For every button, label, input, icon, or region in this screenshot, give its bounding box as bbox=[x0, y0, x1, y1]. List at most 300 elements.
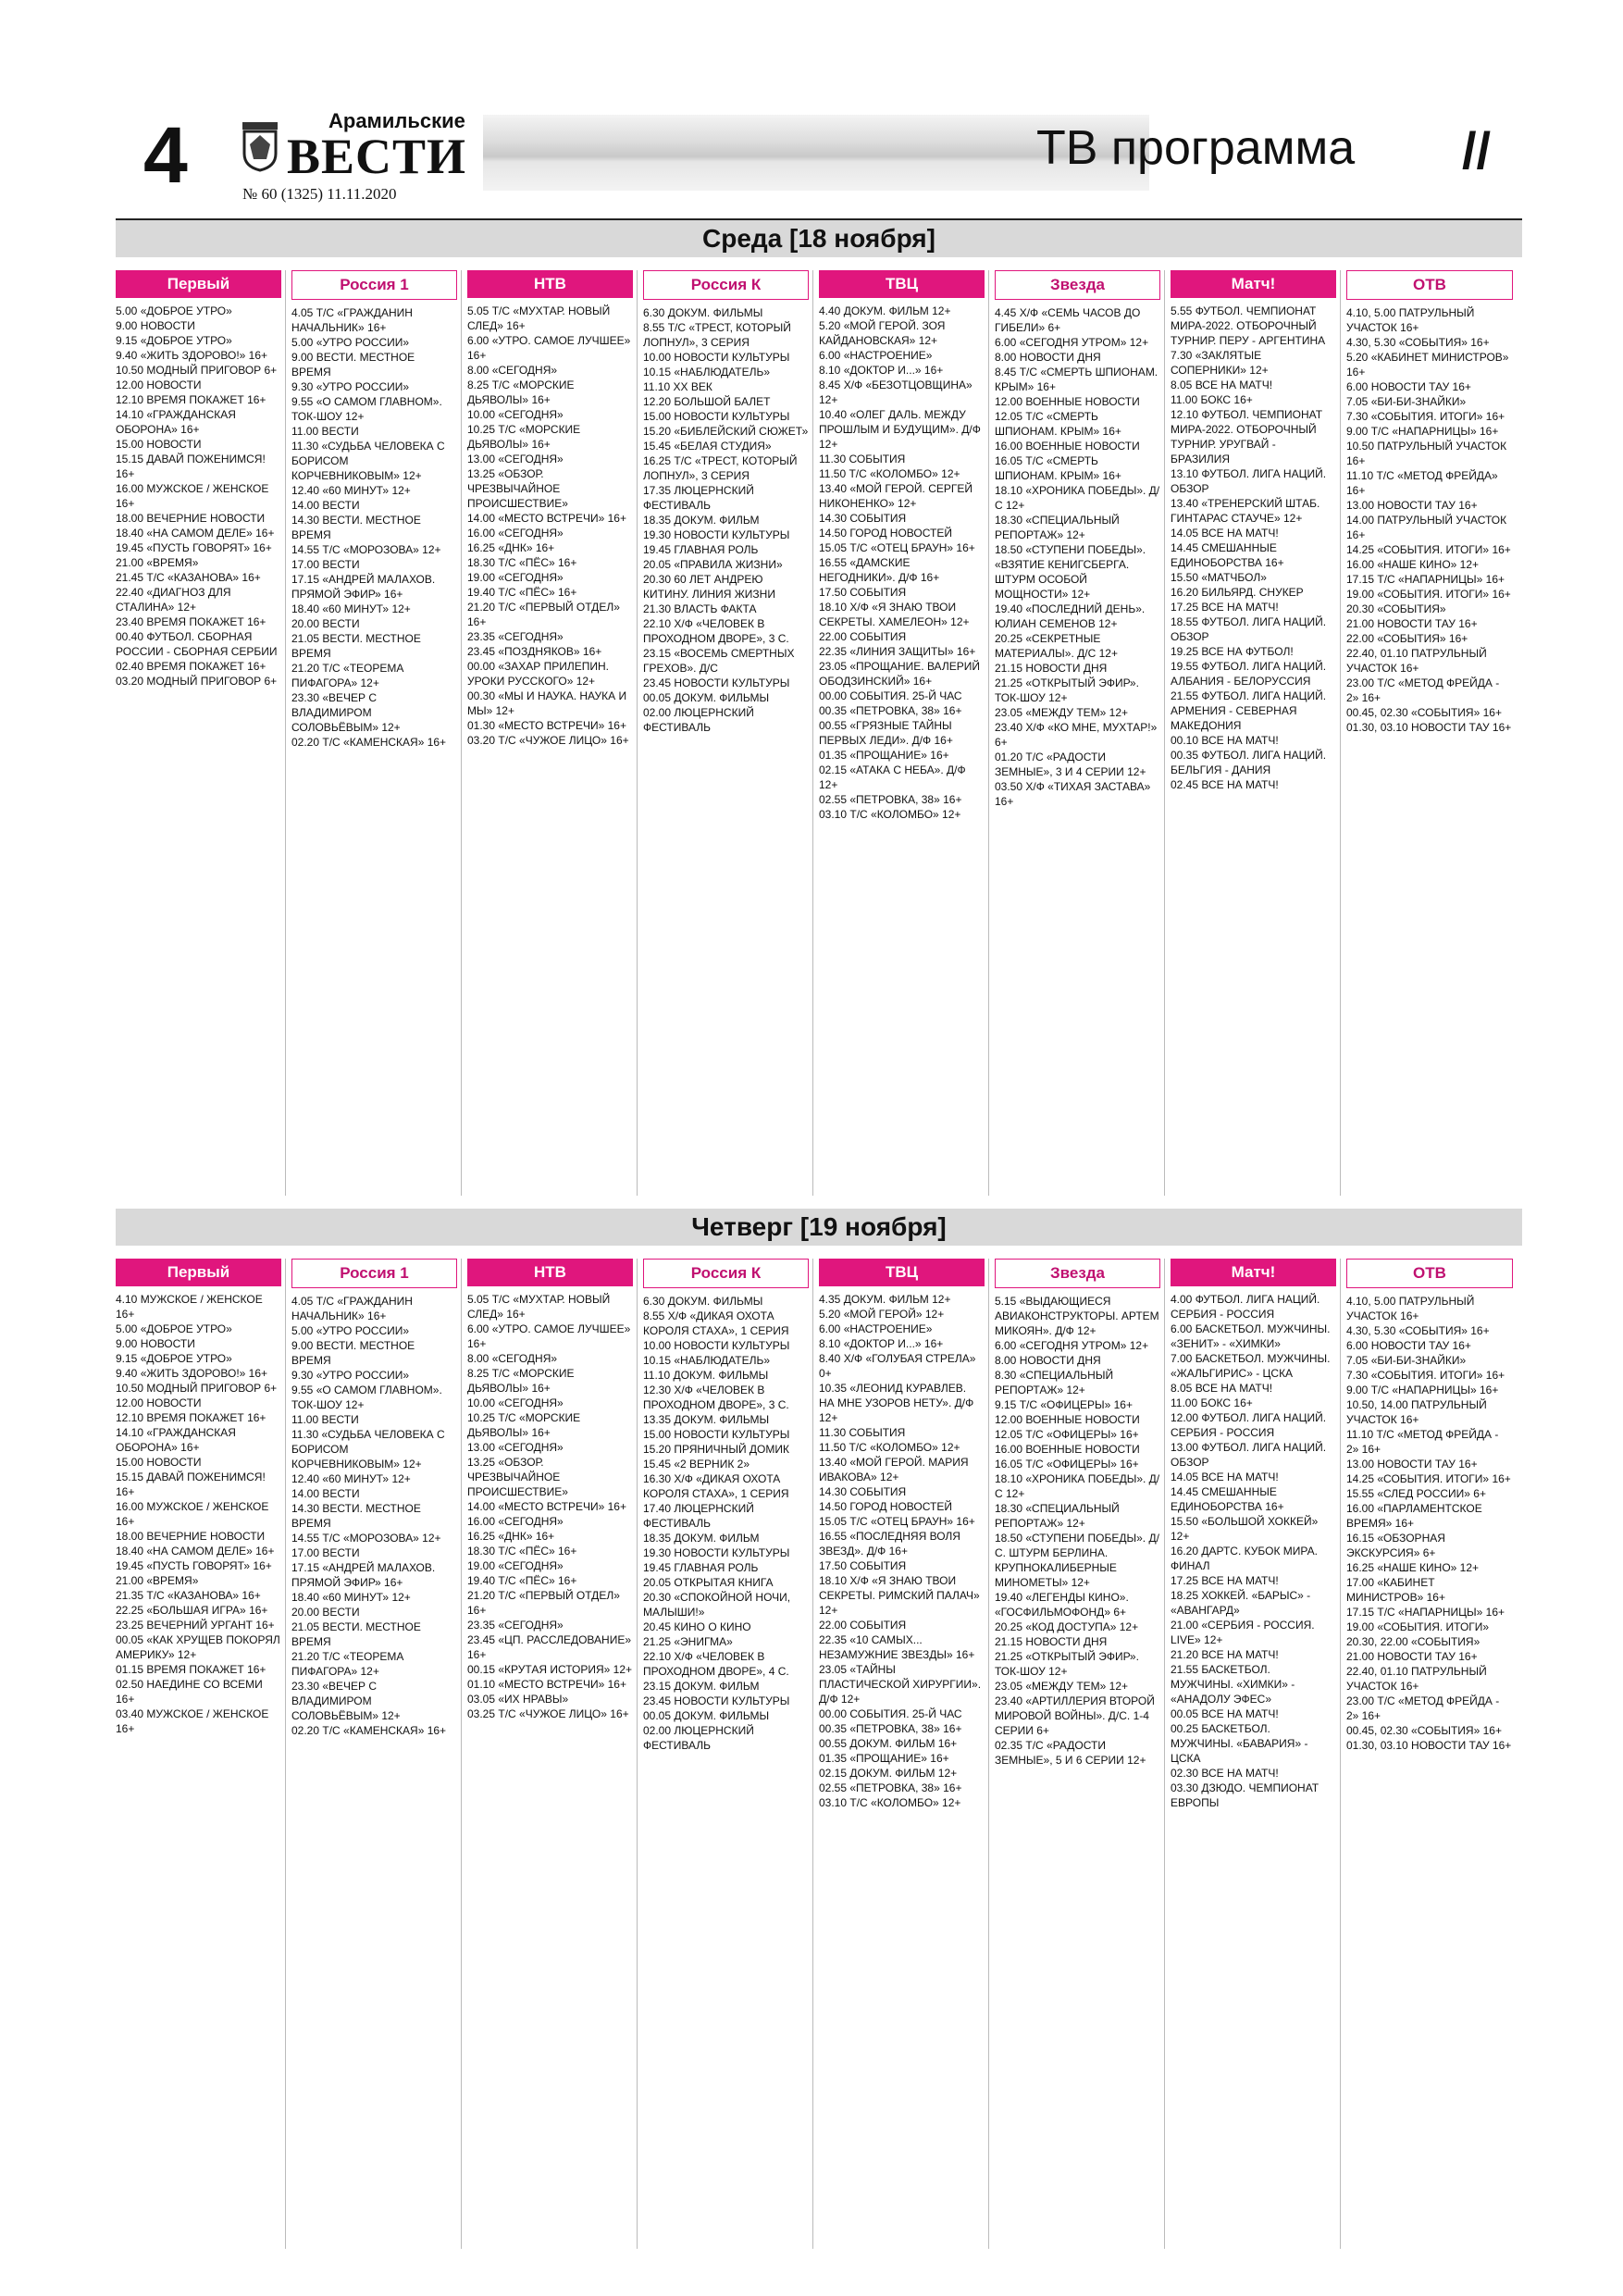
channel-logo: Россия К bbox=[643, 270, 809, 300]
program-item: 9.30 «УТРО РОССИИ» bbox=[291, 1369, 410, 1382]
program-item: 12.10 ВРЕМЯ ПОКАЖЕТ 16+ bbox=[116, 393, 266, 406]
program-item: 00.45, 02.30 «СОБЫТИЯ» 16+ bbox=[1346, 706, 1502, 719]
program-item: 19.40 «ПОСЛЕДНИЙ ДЕНЬ». ЮЛИАН СЕМЕНОВ 12+ bbox=[995, 602, 1146, 630]
program-item: 02.45 ВСЕ НА МАТЧ! bbox=[1171, 778, 1279, 791]
program-item: 14.05 ВСЕ НА МАТЧ! bbox=[1171, 527, 1279, 540]
program-item: 23.40 ВРЕМЯ ПОКАЖЕТ 16+ bbox=[116, 615, 266, 628]
program-item: 13.35 ДОКУМ. ФИЛЬМЫ bbox=[643, 1413, 770, 1426]
program-item: 11.30 СОБЫТИЯ bbox=[819, 453, 906, 465]
program-item: 15.20 ПРЯНИЧНЫЙ ДОМИК bbox=[643, 1443, 790, 1456]
program-item: 8.30 «СПЕЦИАЛЬНЫЙ РЕПОРТАЖ» 12+ bbox=[995, 1369, 1114, 1396]
program-item: 10.15 «НАБЛЮДАТЕЛЬ» bbox=[643, 366, 771, 379]
program-item: 9.00 ВЕСТИ. МЕСТНОЕ ВРЕМЯ bbox=[291, 1339, 415, 1367]
program-item: 4.40 ДОКУМ. ФИЛЬМ 12+ bbox=[819, 304, 951, 317]
program-item: 11.30 СОБЫТИЯ bbox=[819, 1426, 906, 1439]
program-item: 02.00 ЛЮЦЕРНСКИЙ ФЕСТИВАЛЬ bbox=[643, 706, 754, 734]
program-item: 10.00 НОВОСТИ КУЛЬТУРЫ bbox=[643, 351, 790, 364]
program-item: 14.30 ВЕСТИ. МЕСТНОЕ ВРЕМЯ bbox=[291, 1502, 421, 1530]
program-item: 00.05 «КАК ХРУЩЕВ ПОКОРЯЛ АМЕРИКУ» 12+ bbox=[116, 1633, 280, 1661]
day-header-thursday: Четверг [19 ноября] bbox=[116, 1209, 1522, 1246]
channel-column bbox=[467, 1259, 638, 2249]
program-item: 02.20 Т/С «КАМЕНСКАЯ» 16+ bbox=[291, 736, 447, 749]
program-item: 14.30 ВЕСТИ. МЕСТНОЕ ВРЕМЯ bbox=[291, 514, 421, 541]
program-item: 15.00 НОВОСТИ bbox=[116, 438, 202, 451]
program-item: 10.50 МОДНЫЙ ПРИГОВОР 6+ bbox=[116, 364, 278, 377]
program-item: 13.00 НОВОСТИ ТАУ 16+ bbox=[1346, 499, 1478, 512]
program-item: 14.55 Т/С «МОРОЗОВА» 12+ bbox=[291, 543, 441, 556]
channel-column bbox=[291, 1259, 462, 2249]
program-item: 11.10 Т/С «МЕТОД ФРЕЙДА» 16+ bbox=[1346, 469, 1498, 497]
program-item: 15.50 «МАТЧБОЛ» bbox=[1171, 571, 1267, 584]
program-item: 13.40 «МОЙ ГЕРОЙ. СЕРГЕЙ НИКОНЕНКО» 12+ bbox=[819, 482, 973, 510]
program-item: 18.30 «СПЕЦИАЛЬНЫЙ РЕПОРТАЖ» 12+ bbox=[995, 514, 1120, 541]
program-item: 18.30 «СПЕЦИАЛЬНЫЙ РЕПОРТАЖ» 12+ bbox=[995, 1502, 1120, 1530]
program-item: 21.20 Т/С «ТЕОРЕМА ПИФАГОРА» 12+ bbox=[291, 1650, 404, 1678]
program-item: 23.15 ДОКУМ. ФИЛЬМ bbox=[643, 1680, 760, 1693]
program-item: 11.50 Т/С «КОЛОМБО» 12+ bbox=[819, 467, 960, 480]
program-item: 8.10 «ДОКТОР И...» 16+ bbox=[819, 364, 944, 377]
program-item: 17.15 Т/С «НАПАРНИЦЫ» 16+ bbox=[1346, 1606, 1505, 1619]
program-item: 14.30 СОБЫТИЯ bbox=[819, 512, 907, 525]
program-item: 16.20 ДАРТС. КУБОК МИРА. ФИНАЛ bbox=[1171, 1545, 1318, 1572]
channel-logo: Матч! bbox=[1171, 270, 1336, 298]
program-item: 21.00 НОВОСТИ ТАУ 16+ bbox=[1346, 617, 1478, 630]
program-item: 8.00 «СЕГОДНЯ» bbox=[467, 364, 558, 377]
channel-logo: Матч! bbox=[1171, 1259, 1336, 1286]
program-item: 19.30 НОВОСТИ КУЛЬТУРЫ bbox=[643, 1546, 790, 1559]
program-item: 01.30, 03.10 НОВОСТИ ТАУ 16+ bbox=[1346, 721, 1512, 734]
program-item: 16.00 «СЕГОДНЯ» bbox=[467, 1515, 564, 1528]
program-item: 00.05 ВСЕ НА МАТЧ! bbox=[1171, 1707, 1279, 1720]
program-item: 22.00 СОБЫТИЯ bbox=[819, 630, 907, 643]
program-item: 9.00 Т/С «НАПАРНИЦЫ» 16+ bbox=[1346, 1384, 1499, 1396]
program-item: 4.30, 5.30 «СОБЫТИЯ» 16+ bbox=[1346, 1324, 1490, 1337]
channel-column bbox=[643, 270, 813, 1196]
program-item: 03.40 МУЖСКОЕ / ЖЕНСКОЕ 16+ bbox=[116, 1707, 269, 1735]
program-item: 19.40 Т/С «ПЁС» 16+ bbox=[467, 586, 577, 599]
program-item: 4.35 ДОКУМ. ФИЛЬМ 12+ bbox=[819, 1293, 951, 1306]
program-item: 12.00 ВОЕННЫЕ НОВОСТИ bbox=[995, 1413, 1140, 1426]
program-item: 10.00 «СЕГОДНЯ» bbox=[467, 408, 564, 421]
program-item: 21.25 «ЭНИГМА» bbox=[643, 1635, 733, 1648]
program-item: 9.00 НОВОСТИ bbox=[116, 319, 195, 332]
program-item: 10.50, 14.00 ПАТРУЛЬНЫЙ УЧАСТОК 16+ bbox=[1346, 1398, 1487, 1426]
program-item: 16.00 МУЖСКОЕ / ЖЕНСКОЕ 16+ bbox=[116, 1500, 269, 1528]
program-item: 12.05 Т/С «ОФИЦЕРЫ» 16+ bbox=[995, 1428, 1139, 1441]
program-item: 18.55 ФУТБОЛ. ЛИГА НАЦИЙ. ОБЗОР bbox=[1171, 615, 1327, 643]
program-item: 8.10 «ДОКТОР И...» 16+ bbox=[819, 1337, 944, 1350]
program-item: 15.50 «БОЛЬШОЙ ХОККЕЙ» 12+ bbox=[1171, 1515, 1319, 1543]
program-item: 8.45 Т/С «СМЕРТЬ ШПИОНАМ. КРЫМ» 16+ bbox=[995, 366, 1158, 393]
program-item: 20.25 «КОД ДОСТУПА» 12+ bbox=[995, 1620, 1139, 1633]
program-item: 9.15 «ДОБРОЕ УТРО» bbox=[116, 1352, 232, 1365]
program-item: 12.30 Х/Ф «ЧЕЛОВЕК В ПРОХОДНОМ ДВОРЕ», 3 С. bbox=[643, 1384, 789, 1411]
program-item: 19.55 ФУТБОЛ. ЛИГА НАЦИЙ. АЛБАНИЯ - БЕЛОРУССИЯ bbox=[1171, 660, 1327, 688]
program-item: 00.05 ДОКУМ. ФИЛЬМЫ bbox=[643, 691, 770, 704]
program-item: 23.45 НОВОСТИ КУЛЬТУРЫ bbox=[643, 676, 790, 689]
program-item: 21.00 «ВРЕМЯ» bbox=[116, 1574, 199, 1587]
program-item: 14.00 ВЕСТИ bbox=[291, 1487, 360, 1500]
program-item: 20.25 «СЕКРЕТНЫЕ МАТЕРИАЛЫ». Д/С 12+ bbox=[995, 632, 1118, 660]
program-item: 03.10 Т/С «КОЛОМБО» 12+ bbox=[819, 1796, 961, 1809]
program-item: 4.10, 5.00 ПАТРУЛЬНЫЙ УЧАСТОК 16+ bbox=[1346, 306, 1475, 334]
program-item: 03.05 «ИХ НРАВЫ» bbox=[467, 1693, 569, 1706]
program-item: 19.00 «СЕГОДНЯ» bbox=[467, 1559, 564, 1572]
program-item: 9.40 «ЖИТЬ ЗДОРОВО!» 16+ bbox=[116, 1367, 268, 1380]
program-item: 12.00 ФУТБОЛ. ЛИГА НАЦИЙ. СЕРБИЯ - РОССИЯ bbox=[1171, 1411, 1327, 1439]
program-item: 6.00 НОВОСТИ ТАУ 16+ bbox=[1346, 1339, 1471, 1352]
program-item: 20.30, 22.00 «СОБЫТИЯ» bbox=[1346, 1635, 1481, 1648]
program-item: 18.00 ВЕЧЕРНИЕ НОВОСТИ bbox=[116, 1530, 266, 1543]
program-item: 20.30 60 ЛЕТ АНДРЕЮ КИТИНУ. ЛИНИЯ ЖИЗНИ bbox=[643, 573, 775, 601]
program-item: 9.30 «УТРО РОССИИ» bbox=[291, 380, 410, 393]
program-item: 11.00 ВЕСТИ bbox=[291, 425, 359, 438]
program-item: 15.15 ДАВАЙ ПОЖЕНИМСЯ! 16+ bbox=[116, 1471, 266, 1498]
channel-column bbox=[819, 270, 989, 1196]
program-item: 01.10 «МЕСТО ВСТРЕЧИ» 16+ bbox=[467, 1678, 626, 1691]
program-item: 18.50 «СТУПЕНИ ПОБЕДЫ». Д/С. ШТУРМ БЕРЛИНА. КРУПНОКАЛИБЕРНЫЕ МИНОМЕТЫ» 12+ bbox=[995, 1532, 1159, 1589]
schedule-grid-thursday bbox=[116, 1259, 1522, 2249]
program-item: 14.30 СОБЫТИЯ bbox=[819, 1485, 907, 1498]
program-item: 18.10 Х/Ф «Я ЗНАЮ ТВОИ СЕКРЕТЫ. РИМСКИЙ ПАЛАЧ» 12+ bbox=[819, 1574, 980, 1617]
program-item: 13.00 «СЕГОДНЯ» bbox=[467, 453, 564, 465]
program-item: 6.30 ДОКУМ. ФИЛЬМЫ bbox=[643, 306, 763, 319]
program-item: 4.05 Т/С «ГРАЖДАНИН НАЧАЛЬНИК» 16+ bbox=[291, 306, 413, 334]
program-item: 21.55 БАСКЕТБОЛ. МУЖЧИНЫ. «ХИМКИ» - «АНАДОЛУ ЭФЕС» bbox=[1171, 1663, 1295, 1706]
program-item: 16.00 «ПАРЛАМЕНТСКОЕ ВРЕМЯ» 16+ bbox=[1346, 1502, 1482, 1530]
program-item: 03.20 МОДНЫЙ ПРИГОВОР 6+ bbox=[116, 675, 278, 688]
program-item: 11.50 Т/С «КОЛОМБО» 12+ bbox=[819, 1441, 960, 1454]
program-item: 22.10 Х/Ф «ЧЕЛОВЕК В ПРОХОДНОМ ДВОРЕ», 3 С. bbox=[643, 617, 789, 645]
program-item: 18.10 «ХРОНИКА ПОБЕДЫ». Д/С 12+ bbox=[995, 484, 1160, 512]
program-item: 01.35 «ПРОЩАНИЕ» 16+ bbox=[819, 749, 949, 762]
program-item: 8.55 Т/С «ТРЕСТ, КОТОРЫЙ ЛОПНУЛ», 3 СЕРИЯ bbox=[643, 321, 791, 349]
program-item: 6.00 «НАСТРОЕНИЕ» bbox=[819, 1322, 933, 1335]
program-item: 22.00 СОБЫТИЯ bbox=[819, 1619, 907, 1632]
program-item: 8.00 НОВОСТИ ДНЯ bbox=[995, 1354, 1101, 1367]
program-item: 02.55 «ПЕТРОВКА, 38» 16+ bbox=[819, 1781, 962, 1794]
program-item: 18.30 Т/С «ПЁС» 16+ bbox=[467, 556, 577, 569]
program-item: 21.00 «ВРЕМЯ» bbox=[116, 556, 199, 569]
program-item: 21.25 «ОТКРЫТЫЙ ЭФИР». ТОК-ШОУ 12+ bbox=[995, 1650, 1139, 1678]
program-item: 21.05 ВЕСТИ. МЕСТНОЕ ВРЕМЯ bbox=[291, 1620, 421, 1648]
program-item: 6.00 «СЕГОДНЯ УТРОМ» 12+ bbox=[995, 336, 1149, 349]
program-item: 00.40 ФУТБОЛ. СБОРНАЯ РОССИИ - СБОРНАЯ СЕРБИИ bbox=[116, 630, 278, 658]
program-item: 6.00 НОВОСТИ ТАУ 16+ bbox=[1346, 380, 1471, 393]
program-item: 16.00 ВОЕННЫЕ НОВОСТИ bbox=[995, 1443, 1140, 1456]
program-item: 14.00 «МЕСТО ВСТРЕЧИ» 16+ bbox=[467, 512, 626, 525]
program-item: 19.25 ВСЕ НА ФУТБОЛ! bbox=[1171, 645, 1294, 658]
program-item: 16.30 Х/Ф «ДИКАЯ ОХОТА КОРОЛЯ СТАХА», 1 СЕРИЯ bbox=[643, 1472, 789, 1500]
channel-column bbox=[1346, 1259, 1517, 2249]
channel-logo: Первый bbox=[116, 1259, 281, 1286]
channel-logo: Россия 1 bbox=[291, 1259, 457, 1288]
program-item: 23.05 «ТАЙНЫ ПЛАСТИЧЕСКОЙ ХИРУРГИИ». Д/Ф 12+ bbox=[819, 1663, 982, 1706]
program-item: 5.00 «УТРО РОССИИ» bbox=[291, 1324, 410, 1337]
program-item: 01.30 «МЕСТО ВСТРЕЧИ» 16+ bbox=[467, 719, 626, 732]
program-item: 18.10 Х/Ф «Я ЗНАЮ ТВОИ СЕКРЕТЫ. ХАМЕЛЕОН» 12+ bbox=[819, 601, 970, 628]
program-item: 02.15 «АТАКА С НЕБА». Д/Ф 12+ bbox=[819, 763, 966, 791]
channel-logo: ОТВ bbox=[1346, 270, 1513, 300]
program-item: 10.25 Т/С «МОРСКИЕ ДЬЯВОЛЫ» 16+ bbox=[467, 423, 581, 451]
program-item: 00.15 «КРУТАЯ ИСТОРИЯ» 12+ bbox=[467, 1663, 633, 1676]
program-item: 7.30 «СОБЫТИЯ. ИТОГИ» 16+ bbox=[1346, 1369, 1505, 1382]
program-item: 13.40 «МОЙ ГЕРОЙ. МАРИЯ ИВАКОВА» 12+ bbox=[819, 1456, 969, 1483]
program-item: 13.00 ФУТБОЛ. ЛИГА НАЦИЙ. ОБЗОР bbox=[1171, 1441, 1327, 1469]
program-item: 14.25 «СОБЫТИЯ. ИТОГИ» 16+ bbox=[1346, 543, 1511, 556]
program-item: 23.30 «ВЕЧЕР С ВЛАДИМИРОМ СОЛОВЬЁВЫМ» 12+ bbox=[291, 1680, 401, 1722]
program-item: 02.55 «ПЕТРОВКА, 38» 16+ bbox=[819, 793, 962, 806]
program-item: 5.15 «ВЫДАЮЩИЕСЯ АВИАКОНСТРУКТОРЫ. АРТЕМ МИКОЯН». Д/Ф 12+ bbox=[995, 1295, 1159, 1337]
program-item: 14.45 СМЕШАННЫЕ ЕДИНОБОРСТВА 16+ bbox=[1171, 1485, 1284, 1513]
channel-column bbox=[291, 270, 462, 1196]
program-item: 23.35 «СЕГОДНЯ» bbox=[467, 1619, 564, 1632]
program-item: 15.00 НОВОСТИ КУЛЬТУРЫ bbox=[643, 1428, 790, 1441]
program-item: 10.50 МОДНЫЙ ПРИГОВОР 6+ bbox=[116, 1382, 278, 1395]
channel-column bbox=[995, 270, 1165, 1196]
program-item: 16.00 «СЕГОДНЯ» bbox=[467, 527, 564, 540]
channel-logo: Первый bbox=[116, 270, 281, 298]
program-item: 19.45 ГЛАВНАЯ РОЛЬ bbox=[643, 543, 759, 556]
program-item: 8.05 ВСЕ НА МАТЧ! bbox=[1171, 1382, 1273, 1395]
program-item: 18.35 ДОКУМ. ФИЛЬМ bbox=[643, 1532, 760, 1545]
program-item: 21.30 ВЛАСТЬ ФАКТА bbox=[643, 602, 757, 615]
channel-column bbox=[1171, 1259, 1341, 2249]
program-item: 11.00 БОКС 16+ bbox=[1171, 1396, 1253, 1409]
program-item: 12.20 БОЛЬШОЙ БАЛЕТ bbox=[643, 395, 771, 408]
channel-column bbox=[643, 1259, 813, 2249]
program-item: 12.10 ВРЕМЯ ПОКАЖЕТ 16+ bbox=[116, 1411, 266, 1424]
program-item: 8.25 Т/С «МОРСКИЕ ДЬЯВОЛЫ» 16+ bbox=[467, 379, 575, 406]
program-item: 17.15 «АНДРЕЙ МАЛАХОВ. ПРЯМОЙ ЭФИР» 16+ bbox=[291, 573, 436, 601]
program-item: 8.45 Х/Ф «БЕЗОТЦОВЩИНА» 12+ bbox=[819, 379, 973, 406]
channel-logo: НТВ bbox=[467, 270, 633, 298]
program-item: 16.00 ВОЕННЫЕ НОВОСТИ bbox=[995, 440, 1140, 453]
program-item: 19.45 «ПУСТЬ ГОВОРЯТ» 16+ bbox=[116, 1559, 272, 1572]
program-item: 21.25 «ОТКРЫТЫЙ ЭФИР». ТОК-ШОУ 12+ bbox=[995, 676, 1139, 704]
program-item: 4.10, 5.00 ПАТРУЛЬНЫЙ УЧАСТОК 16+ bbox=[1346, 1295, 1475, 1322]
program-item: 03.25 Т/С «ЧУЖОЕ ЛИЦО» 16+ bbox=[467, 1707, 629, 1720]
program-item: 23.35 «СЕГОДНЯ» bbox=[467, 630, 564, 643]
program-item: 17.40 ЛЮЦЕРНСКИЙ ФЕСТИВАЛЬ bbox=[643, 1502, 754, 1530]
program-item: 16.05 Т/С «ОФИЦЕРЫ» 16+ bbox=[995, 1458, 1139, 1471]
program-item: 21.20 ВСЕ НА МАТЧ! bbox=[1171, 1648, 1279, 1661]
program-item: 15.15 ДАВАЙ ПОЖЕНИМСЯ! 16+ bbox=[116, 453, 266, 480]
program-item: 01.20 Т/С «РАДОСТИ ЗЕМНЫЕ», 3 И 4 СЕРИИ 12+ bbox=[995, 751, 1146, 778]
program-item: 12.10 ФУТБОЛ. ЧЕМПИОНАТ МИРА-2022. ОТБОРОЧНЫЙ ТУРНИР. УРУГВАЙ - БРАЗИЛИЯ bbox=[1171, 408, 1323, 465]
day-header-wednesday: Среда [18 ноября] bbox=[116, 220, 1522, 257]
program-item: 15.00 НОВОСТИ bbox=[116, 1456, 202, 1469]
program-item: 5.00 «ДОБРОЕ УТРО» bbox=[116, 1322, 232, 1335]
program-item: 18.30 Т/С «ПЁС» 16+ bbox=[467, 1545, 577, 1558]
channel-logo: ТВЦ bbox=[819, 1259, 985, 1286]
program-item: 00.35 «ПЕТРОВКА, 38» 16+ bbox=[819, 1722, 962, 1735]
program-item: 14.10 «ГРАЖДАНСКАЯ ОБОРОНА» 16+ bbox=[116, 1426, 236, 1454]
program-item: 18.40 «60 МИНУТ» 12+ bbox=[291, 1591, 411, 1604]
channel-logo: НТВ bbox=[467, 1259, 633, 1286]
program-item: 6.00 «СЕГОДНЯ УТРОМ» 12+ bbox=[995, 1339, 1149, 1352]
program-item: 12.40 «60 МИНУТ» 12+ bbox=[291, 484, 411, 497]
program-item: 00.10 ВСЕ НА МАТЧ! bbox=[1171, 734, 1279, 747]
program-item: 00.00 «ЗАХАР ПРИЛЕПИН. УРОКИ РУССКОГО» 12+ bbox=[467, 660, 610, 688]
program-item: 21.55 ФУТБОЛ. ЛИГА НАЦИЙ. АРМЕНИЯ - СЕВЕРНАЯ МАКЕДОНИЯ bbox=[1171, 689, 1327, 732]
program-item: 11.30 «СУДЬБА ЧЕЛОВЕКА С БОРИСОМ КОРЧЕВНИКОВЫМ» 12+ bbox=[291, 440, 445, 482]
program-item: 00.55 ДОКУМ. ФИЛЬМ 16+ bbox=[819, 1737, 958, 1750]
program-item: 4.10 МУЖСКОЕ / ЖЕНСКОЕ 16+ bbox=[116, 1293, 263, 1321]
program-item: 14.55 Т/С «МОРОЗОВА» 12+ bbox=[291, 1532, 441, 1545]
schedule-grid-wednesday bbox=[116, 270, 1522, 1196]
program-item: 5.05 Т/С «МУХТАР. НОВЫЙ СЛЕД» 16+ bbox=[467, 304, 611, 332]
program-item: 9.55 «О САМОМ ГЛАВНОМ». ТОК-ШОУ 12+ bbox=[291, 395, 442, 423]
program-item: 10.15 «НАБЛЮДАТЕЛЬ» bbox=[643, 1354, 771, 1367]
program-item: 21.00 «СЕРБИЯ - РОССИЯ. LIVE» 12+ bbox=[1171, 1619, 1315, 1646]
program-item: 15.00 НОВОСТИ КУЛЬТУРЫ bbox=[643, 410, 790, 423]
program-item: 21.15 НОВОСТИ ДНЯ bbox=[995, 662, 1108, 675]
program-item: 9.40 «ЖИТЬ ЗДОРОВО!» 16+ bbox=[116, 349, 268, 362]
program-item: 20.05 «ПРАВИЛА ЖИЗНИ» bbox=[643, 558, 783, 571]
program-item: 14.05 ВСЕ НА МАТЧ! bbox=[1171, 1471, 1279, 1483]
program-item: 13.40 «ТРЕНЕРСКИЙ ШТАБ. ГИНТАРАС СТАУЧЕ» 12+ bbox=[1171, 497, 1320, 525]
section-title: ТВ программа bbox=[1036, 121, 1356, 175]
program-item: 11.00 ВЕСТИ bbox=[291, 1413, 359, 1426]
program-item: 23.30 «ВЕЧЕР С ВЛАДИМИРОМ СОЛОВЬЁВЫМ» 12+ bbox=[291, 691, 401, 734]
program-item: 19.00 «СЕГОДНЯ» bbox=[467, 571, 564, 584]
program-item: 14.00 ПАТРУЛЬНЫЙ УЧАСТОК 16+ bbox=[1346, 514, 1507, 541]
program-item: 23.00 Т/С «МЕТОД ФРЕЙДА - 2» 16+ bbox=[1346, 1694, 1500, 1722]
program-item: 22.40, 01.10 ПАТРУЛЬНЫЙ УЧАСТОК 16+ bbox=[1346, 1665, 1487, 1693]
program-item: 16.05 Т/С «СМЕРТЬ ШПИОНАМ. КРЫМ» 16+ bbox=[995, 454, 1121, 482]
program-item: 19.30 НОВОСТИ КУЛЬТУРЫ bbox=[643, 528, 790, 541]
program-item: 21.20 Т/С «ПЕРВЫЙ ОТДЕЛ» 16+ bbox=[467, 1589, 620, 1617]
program-item: 15.55 «СЛЕД РОССИИ» 6+ bbox=[1346, 1487, 1486, 1500]
program-item: 03.20 Т/С «ЧУЖОЕ ЛИЦО» 16+ bbox=[467, 734, 629, 747]
program-item: 6.00 «УТРО. САМОЕ ЛУЧШЕЕ» 16+ bbox=[467, 334, 631, 362]
program-item: 8.40 Х/Ф «ГОЛУБАЯ СТРЕЛА» 0+ bbox=[819, 1352, 976, 1380]
program-item: 6.00 «НАСТРОЕНИЕ» bbox=[819, 349, 933, 362]
program-item: 19.00 «СОБЫТИЯ. ИТОГИ» 16+ bbox=[1346, 588, 1511, 601]
program-item: 19.00 «СОБЫТИЯ. ИТОГИ» bbox=[1346, 1620, 1490, 1633]
program-item: 01.15 ВРЕМЯ ПОКАЖЕТ 16+ bbox=[116, 1663, 266, 1676]
program-item: 23.45 «ПОЗДНЯКОВ» 16+ bbox=[467, 645, 602, 658]
program-item: 18.00 ВЕЧЕРНИЕ НОВОСТИ bbox=[116, 512, 266, 525]
program-item: 17.00 «КАБИНЕТ МИНИСТРОВ» 16+ bbox=[1346, 1576, 1445, 1604]
program-item: 6.30 ДОКУМ. ФИЛЬМЫ bbox=[643, 1295, 763, 1308]
program-item: 7.05 «БИ-БИ-ЗНАЙКИ» bbox=[1346, 1354, 1467, 1367]
program-item: 20.30 «СПОКОЙНОЙ НОЧИ, МАЛЫШИ!» bbox=[643, 1591, 791, 1619]
program-item: 00.35 «ПЕТРОВКА, 38» 16+ bbox=[819, 704, 962, 717]
channel-column bbox=[819, 1259, 989, 2249]
program-item: 14.25 «СОБЫТИЯ. ИТОГИ» 16+ bbox=[1346, 1472, 1511, 1485]
program-item: 17.50 СОБЫТИЯ bbox=[819, 586, 907, 599]
program-item: 14.10 «ГРАЖДАНСКАЯ ОБОРОНА» 16+ bbox=[116, 408, 236, 436]
program-item: 9.55 «О САМОМ ГЛАВНОМ». ТОК-ШОУ 12+ bbox=[291, 1384, 442, 1411]
program-item: 23.25 ВЕЧЕРНИЙ УРГАНТ 16+ bbox=[116, 1619, 275, 1632]
program-item: 23.40 «АРТИЛЛЕРИЯ ВТОРОЙ МИРОВОЙ ВОЙНЫ». Д/С. 1-4 СЕРИИ 6+ bbox=[995, 1694, 1155, 1737]
program-item: 11.10 ХХ ВЕК bbox=[643, 380, 712, 393]
channel-column bbox=[116, 270, 286, 1196]
program-item: 22.25 «БОЛЬШАЯ ИГРА» 16+ bbox=[116, 1604, 268, 1617]
program-item: 7.30 «ЗАКЛЯТЫЕ СОПЕРНИКИ» 12+ bbox=[1171, 349, 1269, 377]
issue-number: № 60 (1325) 11.11.2020 bbox=[242, 185, 397, 203]
program-item: 23.45 «ЦП. РАССЛЕДОВАНИЕ» 16+ bbox=[467, 1633, 631, 1661]
program-item: 17.35 ЛЮЦЕРНСКИЙ ФЕСТИВАЛЬ bbox=[643, 484, 754, 512]
program-item: 16.25 «НАШЕ КИНО» 12+ bbox=[1346, 1561, 1480, 1574]
program-item: 21.00 НОВОСТИ ТАУ 16+ bbox=[1346, 1650, 1478, 1663]
program-item: 22.40 «ДИАГНОЗ ДЛЯ СТАЛИНА» 12+ bbox=[116, 586, 231, 614]
program-item: 18.40 «60 МИНУТ» 12+ bbox=[291, 602, 411, 615]
newspaper-logo: Арамильские ВЕСТИ bbox=[287, 109, 467, 184]
program-item: 20.30 «СОБЫТИЯ» bbox=[1346, 602, 1446, 615]
program-item: 18.40 «НА САМОМ ДЕЛЕ» 16+ bbox=[116, 1545, 275, 1558]
program-item: 22.00 «СОБЫТИЯ» 16+ bbox=[1346, 632, 1468, 645]
program-item: 00.30 «МЫ И НАУКА. НАУКА И МЫ» 12+ bbox=[467, 689, 627, 717]
program-item: 01.30, 03.10 НОВОСТИ ТАУ 16+ bbox=[1346, 1739, 1512, 1752]
program-item: 5.55 ФУТБОЛ. ЧЕМПИОНАТ МИРА-2022. ОТБОРОЧНЫЙ ТУРНИР. ПЕРУ - АРГЕНТИНА bbox=[1171, 304, 1326, 347]
program-item: 17.00 ВЕСТИ bbox=[291, 1546, 360, 1559]
program-item: 13.25 «ОБЗОР. ЧРЕЗВЫЧАЙНОЕ ПРОИСШЕСТВИЕ» bbox=[467, 1456, 568, 1498]
channel-logo: Звезда bbox=[995, 1259, 1160, 1288]
program-item: 5.05 Т/С «МУХТАР. НОВЫЙ СЛЕД» 16+ bbox=[467, 1293, 611, 1321]
channel-logo: Россия К bbox=[643, 1259, 809, 1288]
program-item: 01.35 «ПРОЩАНИЕ» 16+ bbox=[819, 1752, 949, 1765]
program-item: 17.15 Т/С «НАПАРНИЦЫ» 16+ bbox=[1346, 573, 1505, 586]
program-item: 12.00 НОВОСТИ bbox=[116, 379, 202, 391]
channel-logo: ОТВ bbox=[1346, 1259, 1513, 1288]
program-item: 02.00 ЛЮЦЕРНСКИЙ ФЕСТИВАЛЬ bbox=[643, 1724, 754, 1752]
program-item: 19.40 Т/С «ПЁС» 16+ bbox=[467, 1574, 577, 1587]
program-item: 00.00 СОБЫТИЯ. 25-Й ЧАС bbox=[819, 689, 962, 702]
program-item: 16.25 «ДНК» 16+ bbox=[467, 1530, 555, 1543]
program-item: 14.50 ГОРОД НОВОСТЕЙ bbox=[819, 1500, 952, 1513]
program-item: 23.00 Т/С «МЕТОД ФРЕЙДА - 2» 16+ bbox=[1346, 676, 1500, 704]
program-item: 8.00 НОВОСТИ ДНЯ bbox=[995, 351, 1101, 364]
program-item: 13.00 «СЕГОДНЯ» bbox=[467, 1441, 564, 1454]
program-item: 11.00 БОКС 16+ bbox=[1171, 393, 1253, 406]
program-item: 20.05 ОТКРЫТАЯ КНИГА bbox=[643, 1576, 774, 1589]
program-item: 19.40 «ЛЕГЕНДЫ КИНО». «ГОСФИЛЬМОФОНД» 6+ bbox=[995, 1591, 1129, 1619]
program-item: 12.40 «60 МИНУТ» 12+ bbox=[291, 1472, 411, 1485]
program-item: 7.05 «БИ-БИ-ЗНАЙКИ» bbox=[1346, 395, 1467, 408]
program-item: 23.05 «ПРОЩАНИЕ. ВАЛЕРИЙ ОБОДЗИНСКИЙ» 16+ bbox=[819, 660, 980, 688]
program-item: 16.00 МУЖСКОЕ / ЖЕНСКОЕ 16+ bbox=[116, 482, 269, 510]
program-item: 22.10 Х/Ф «ЧЕЛОВЕК В ПРОХОДНОМ ДВОРЕ», 4 С. bbox=[643, 1650, 789, 1678]
program-item: 6.00 БАСКЕТБОЛ. МУЖЧИНЫ. «ЗЕНИТ» - «ХИМКИ» bbox=[1171, 1322, 1331, 1350]
program-item: 12.00 НОВОСТИ bbox=[116, 1396, 202, 1409]
program-item: 21.20 Т/С «ПЕРВЫЙ ОТДЕЛ» 16+ bbox=[467, 601, 620, 628]
program-item: 18.50 «СТУПЕНИ ПОБЕДЫ». «ВЗЯТИЕ КЕНИГСБЕРГА. ШТУРМ ОСОБОЙ МОЩНОСТИ» 12+ bbox=[995, 543, 1146, 601]
program-item: 6.00 «УТРО. САМОЕ ЛУЧШЕЕ» 16+ bbox=[467, 1322, 631, 1350]
program-item: 18.40 «НА САМОМ ДЕЛЕ» 16+ bbox=[116, 527, 275, 540]
program-item: 00.05 ДОКУМ. ФИЛЬМЫ bbox=[643, 1709, 770, 1722]
program-item: 16.25 «ДНК» 16+ bbox=[467, 541, 555, 554]
program-item: 8.00 «СЕГОДНЯ» bbox=[467, 1352, 558, 1365]
channel-column bbox=[467, 270, 638, 1196]
program-item: 13.25 «ОБЗОР. ЧРЕЗВЫЧАЙНОЕ ПРОИСШЕСТВИЕ» bbox=[467, 467, 568, 510]
program-item: 15.05 Т/С «ОТЕЦ БРАУН» 16+ bbox=[819, 1515, 975, 1528]
program-item: 8.25 Т/С «МОРСКИЕ ДЬЯВОЛЫ» 16+ bbox=[467, 1367, 575, 1395]
page-number: 4 bbox=[143, 111, 188, 200]
program-item: 5.00 «УТРО РОССИИ» bbox=[291, 336, 410, 349]
program-item: 23.45 НОВОСТИ КУЛЬТУРЫ bbox=[643, 1694, 790, 1707]
program-item: 9.15 «ДОБРОЕ УТРО» bbox=[116, 334, 232, 347]
program-item: 02.30 ВСЕ НА МАТЧ! bbox=[1171, 1767, 1279, 1780]
program-item: 21.15 НОВОСТИ ДНЯ bbox=[995, 1635, 1108, 1648]
program-item: 16.55 «ПОСЛЕДНЯЯ ВОЛЯ ЗВЕЗД». Д/Ф 16+ bbox=[819, 1530, 960, 1558]
program-item: 00.45, 02.30 «СОБЫТИЯ» 16+ bbox=[1346, 1724, 1502, 1737]
program-item: 14.00 «МЕСТО ВСТРЕЧИ» 16+ bbox=[467, 1500, 626, 1513]
program-item: 00.00 СОБЫТИЯ. 25-Й ЧАС bbox=[819, 1707, 962, 1720]
channel-column bbox=[1171, 270, 1341, 1196]
